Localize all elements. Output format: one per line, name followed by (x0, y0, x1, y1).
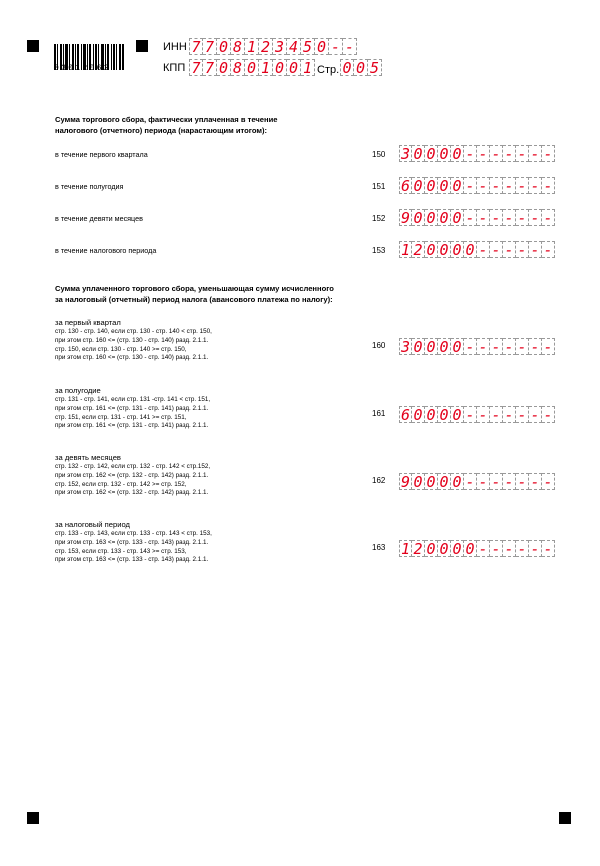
digit-cell: 5 (368, 59, 382, 76)
row-label: в течение налогового периода (55, 246, 157, 255)
digit-cell: - (529, 177, 542, 194)
digit-cell: - (477, 177, 490, 194)
digit-cell: - (542, 473, 555, 490)
row-code: 151 (372, 182, 386, 191)
digit-cell: 0 (425, 406, 438, 423)
corner-marker-bottom-left (27, 812, 39, 824)
row-code: 153 (372, 246, 386, 255)
digit-cell: 0 (412, 473, 425, 490)
corner-marker-top-mid (136, 40, 148, 52)
digit-cell: - (529, 241, 542, 258)
digit-cell: 7 (203, 38, 217, 55)
digit-cell: 0 (425, 338, 438, 355)
digit-cell: - (490, 209, 503, 226)
digit-cell: - (343, 38, 357, 55)
digit-cell: 0 (217, 59, 231, 76)
amount-field-161[interactable] (399, 406, 555, 423)
digit-cell: 7 (203, 59, 217, 76)
digit-cell: - (329, 38, 343, 55)
digit-cell: 2 (412, 241, 425, 258)
digit-cell: 0 (412, 145, 425, 162)
section2-title: Сумма уплаченного торгового сбора, уменьшающая сумму исчисленного за налоговый (отчетный) период налога (авансового платежа по налогу): (55, 284, 334, 304)
digit-cell: 0 (425, 145, 438, 162)
block-description-line: при этом стр. 161 <= (стр. 131 - стр. 141) разд. 2.1.1. (55, 404, 209, 412)
kpp-field[interactable] (189, 59, 315, 76)
digit-cell: 4 (287, 38, 301, 55)
digit-cell: 0 (412, 406, 425, 423)
row-code: 161 (372, 409, 386, 418)
digit-cell: - (477, 145, 490, 162)
digit-cell: 0 (438, 209, 451, 226)
digit-cell: - (477, 209, 490, 226)
digit-cell: - (464, 473, 477, 490)
row-label: в течение полугодия (55, 182, 124, 191)
block-description-line: стр. 151, если стр. 131 - стр. 141 >= стр. 151, (55, 413, 187, 421)
digit-cell: - (464, 209, 477, 226)
digit-cell: - (542, 406, 555, 423)
digit-cell: 0 (464, 540, 477, 557)
digit-cell: 8 (231, 38, 245, 55)
digit-cell: 0 (451, 473, 464, 490)
row-label: в течение первого квартала (55, 150, 148, 159)
digit-cell: 3 (400, 338, 411, 356)
digit-cell: - (529, 406, 542, 423)
digit-cell: - (490, 145, 503, 162)
block-description-line: при этом стр. 163 <= (стр. 133 - стр. 143) разд. 2.1.1. (55, 538, 209, 546)
digit-cell: 7 (189, 38, 203, 55)
block-description-line: при этом стр. 162 <= (стр. 132 - стр. 142) разд. 2.1.1. (55, 471, 209, 479)
digit-cell: 2 (412, 540, 425, 557)
digit-cell: - (516, 338, 529, 355)
block-title: за девять месяцев (55, 453, 121, 462)
digit-cell: - (542, 177, 555, 194)
digit-cell: - (477, 241, 490, 258)
digit-cell: 0 (287, 59, 301, 76)
amount-field-163[interactable] (399, 540, 555, 557)
digit-cell: - (542, 338, 555, 355)
digit-cell: 0 (438, 145, 451, 162)
digit-cell: 8 (231, 59, 245, 76)
block-description-line: стр. 133 - стр. 143, если стр. 133 - стр. 143 < стр. 153, (55, 530, 212, 537)
digit-cell: 0 (464, 241, 477, 258)
row-code: 150 (372, 150, 386, 159)
digit-cell: - (529, 209, 542, 226)
amount-field-152[interactable] (399, 209, 555, 226)
digit-cell: 9 (400, 209, 411, 227)
digit-cell: - (464, 338, 477, 355)
digit-cell: 0 (451, 145, 464, 162)
digit-cell: 5 (301, 38, 315, 55)
digit-cell: 1 (259, 59, 273, 76)
digit-cell: 0 (451, 406, 464, 423)
row-code: 160 (372, 341, 386, 350)
barcode-number: 03012062 (54, 64, 111, 73)
digit-cell: - (516, 406, 529, 423)
digit-cell: 1 (400, 540, 411, 558)
digit-cell: - (503, 177, 516, 194)
digit-cell: 0 (273, 59, 287, 76)
digit-cell: 0 (245, 59, 259, 76)
digit-cell: 0 (412, 209, 425, 226)
digit-cell: 0 (451, 540, 464, 557)
digit-cell: - (490, 540, 503, 557)
digit-cell: 0 (438, 177, 451, 194)
digit-cell: 0 (451, 338, 464, 355)
digit-cell: - (516, 241, 529, 258)
digit-cell: 2 (259, 38, 273, 55)
digit-cell: - (464, 177, 477, 194)
inn-field[interactable] (189, 38, 357, 55)
digit-cell: - (503, 473, 516, 490)
amount-field-151[interactable] (399, 177, 555, 194)
digit-cell: 0 (451, 177, 464, 194)
amount-field-160[interactable] (399, 338, 555, 355)
digit-cell: 0 (451, 241, 464, 258)
digit-cell: 9 (400, 473, 411, 491)
digit-cell: - (490, 473, 503, 490)
digit-cell: - (477, 473, 490, 490)
digit-cell: 0 (315, 38, 329, 55)
deduction-block (55, 520, 375, 565)
page-label: Стр. (317, 64, 340, 76)
block-description-line: стр. 132 - стр. 142, если стр. 132 - стр. 142 < стр.152, (55, 463, 211, 470)
kpp-label: КПП (163, 62, 186, 74)
deduction-block (55, 453, 375, 498)
block-description-line: стр. 131 - стр. 141, если стр. 131 -стр. 141 < стр. 151, (55, 396, 211, 403)
digit-cell: 0 (438, 473, 451, 490)
row-code: 152 (372, 214, 386, 223)
block-description-line: стр. 152, если стр. 132 - стр. 142 >= стр. 152, (55, 480, 187, 488)
block-description-line: при этом стр. 160 <= (стр. 130 - стр. 140) разд. 2.1.1. (55, 336, 209, 344)
block-description-line: при этом стр. 161 <= (стр. 131 - стр. 141) разд. 2.1.1. (55, 422, 209, 430)
digit-cell: 0 (354, 59, 368, 76)
digit-cell: - (542, 145, 555, 162)
digit-cell: 0 (425, 209, 438, 226)
block-description-line: стр. 153, если стр. 133 - стр. 143 >= стр. 153, (55, 547, 187, 555)
digit-cell: 0 (412, 338, 425, 355)
digit-cell: - (542, 241, 555, 258)
amount-field-162[interactable] (399, 473, 555, 490)
digit-cell: - (477, 406, 490, 423)
digit-cell: - (503, 540, 516, 557)
digit-cell: - (516, 540, 529, 557)
digit-cell: - (516, 145, 529, 162)
digit-cell: 0 (451, 209, 464, 226)
digit-cell: - (490, 338, 503, 355)
digit-cell: - (503, 406, 516, 423)
digit-cell: 0 (425, 177, 438, 194)
digit-cell: 0 (412, 177, 425, 194)
digit-cell: 1 (301, 59, 315, 76)
digit-cell: - (503, 145, 516, 162)
deduction-block (55, 386, 375, 431)
inn-label: ИНН (163, 41, 187, 53)
digit-cell: - (490, 406, 503, 423)
digit-cell: - (516, 209, 529, 226)
digit-cell: - (464, 145, 477, 162)
block-description-line: стр. 150, если стр. 130 - стр. 140 >= стр. 150, (55, 345, 187, 353)
amount-field-153[interactable] (399, 241, 555, 258)
digit-cell: - (464, 406, 477, 423)
block-title: за полугодие (55, 386, 101, 395)
corner-marker-top-left (27, 40, 39, 52)
row-label: в течение девяти месяцев (55, 214, 143, 223)
digit-cell: 0 (425, 540, 438, 557)
digit-cell: - (477, 338, 490, 355)
digit-cell: 0 (340, 59, 354, 76)
digit-cell: - (529, 473, 542, 490)
digit-cell: 0 (438, 406, 451, 423)
block-description-line: при этом стр. 162 <= (стр. 132 - стр. 142) разд. 2.1.1. (55, 489, 209, 497)
digit-cell: - (529, 145, 542, 162)
block-title: за первый квартал (55, 318, 121, 327)
digit-cell: - (490, 241, 503, 258)
deduction-block (55, 318, 375, 363)
digit-cell: - (516, 177, 529, 194)
block-description-line: при этом стр. 160 <= (стр. 130 - стр. 140) разд. 2.1.1. (55, 354, 209, 362)
digit-cell: - (542, 540, 555, 557)
block-description-line: стр. 130 - стр. 140, если стр. 130 - стр. 140 < стр. 150, (55, 328, 212, 335)
digit-cell: - (516, 473, 529, 490)
row-code: 163 (372, 543, 386, 552)
digit-cell: 3 (273, 38, 287, 55)
row-code: 162 (372, 476, 386, 485)
block-description-line: при этом стр. 163 <= (стр. 133 - стр. 143) разд. 2.1.1. (55, 556, 209, 564)
digit-cell: 0 (438, 540, 451, 557)
digit-cell: - (477, 540, 490, 557)
amount-field-150[interactable] (399, 145, 555, 162)
digit-cell: - (529, 540, 542, 557)
page-number-field[interactable] (340, 59, 382, 76)
section1-title: Сумма торгового сбора, фактически уплаченная в течение налогового (отчетного) периода (нарастающим итогом): (55, 115, 278, 135)
block-title: за налоговый период (55, 520, 130, 529)
digit-cell: 0 (438, 338, 451, 355)
digit-cell: 6 (400, 177, 411, 195)
digit-cell: 1 (245, 38, 259, 55)
digit-cell: 0 (425, 473, 438, 490)
digit-cell: 6 (400, 406, 411, 424)
digit-cell: 0 (438, 241, 451, 258)
digit-cell: - (490, 177, 503, 194)
digit-cell: - (529, 338, 542, 355)
digit-cell: 0 (217, 38, 231, 55)
digit-cell: - (503, 338, 516, 355)
digit-cell: - (503, 241, 516, 258)
corner-marker-bottom-right (559, 812, 571, 824)
digit-cell: 3 (400, 145, 411, 163)
digit-cell: - (542, 209, 555, 226)
digit-cell: 1 (400, 241, 411, 259)
digit-cell: - (503, 209, 516, 226)
digit-cell: 0 (425, 241, 438, 258)
digit-cell: 7 (189, 59, 203, 76)
